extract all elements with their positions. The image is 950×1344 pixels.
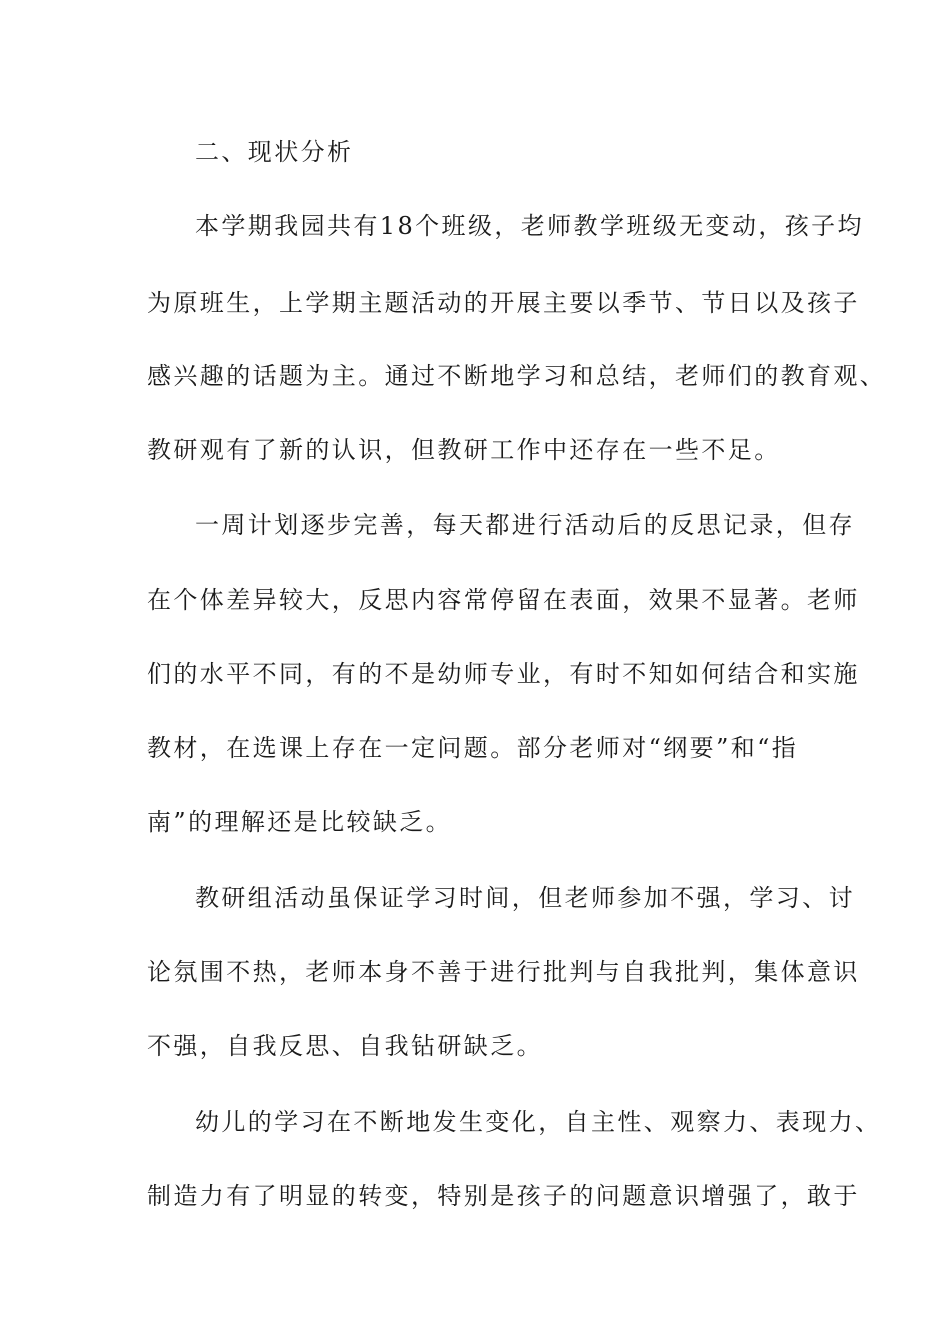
paragraph-line: 幼儿的学习在不断地发生变化，自主性、观察力、表现力、	[195, 1108, 882, 1136]
paragraph-line: 们的水平不同，有的不是幼师专业，有时不知如何结合和实施	[147, 660, 860, 688]
paragraph-line: 制造力有了明显的转变，特别是孩子的问题意识增强了，敢于	[147, 1182, 860, 1210]
paragraph-line: 本学期我园共有18个班级，老师教学班级无变动，孩子均	[195, 212, 864, 240]
paragraph-line: 在个体差异较大，反思内容常停留在表面，效果不显著。老师	[147, 586, 860, 614]
paragraph-line: 一周计划逐步完善，每天都进行活动后的反思记录，但存	[195, 511, 855, 539]
paragraph-line: 教材，在选课上存在一定问题。部分老师对“纲要”和“指	[147, 734, 799, 762]
paragraph-line: 论氛围不热，老师本身不善于进行批判与自我批判，集体意识	[147, 958, 860, 986]
paragraph-line: 不强，自我反思、自我钻研缺乏。	[147, 1032, 543, 1060]
paragraph-line: 教研组活动虽保证学习时间，但老师参加不强，学习、讨	[195, 884, 855, 912]
paragraph-line: 教研观有了新的认识，但教研工作中还存在一些不足。	[147, 436, 781, 464]
paragraph-line: 为原班生，上学期主题活动的开展主要以季节、节日以及孩子	[147, 289, 860, 317]
section-heading: 二、现状分析	[195, 138, 354, 166]
paragraph-line: 南”的理解还是比较缺乏。	[147, 808, 453, 836]
paragraph-line: 感兴趣的话题为主。通过不断地学习和总结，老师们的教育观、	[147, 362, 887, 390]
